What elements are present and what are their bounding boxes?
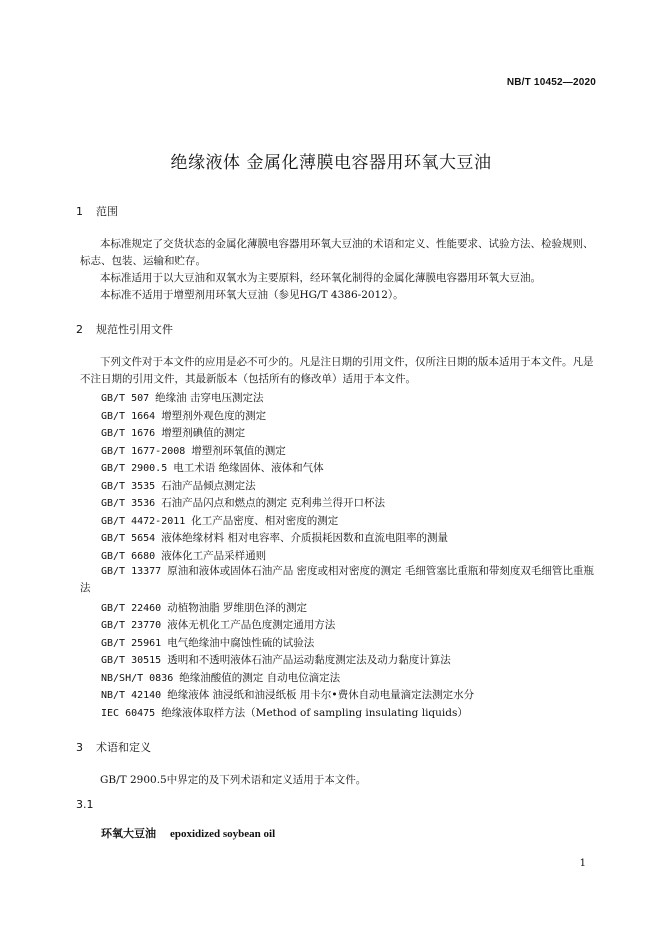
normative-intro: 下列文件对于本文件的应用是必不可少的。凡是注日期的引用文件，仅所注日期的版本适用于本文件。凡是不注日期的引用文件，其最新版本（包括所有的修改单）适用于本文件。 (80, 356, 594, 385)
reference-code: GB/T 507 (101, 393, 150, 404)
section-title: 规范性引用文件 (96, 323, 173, 336)
reference-code: GB/T 1677-2008 (101, 446, 186, 457)
section-number: 1 (76, 205, 83, 218)
reference-title: 化工产品密度、相对密度的测定 (191, 515, 339, 527)
reference-item (101, 600, 307, 615)
reference-title: 增塑剂碘值的测定 (161, 427, 246, 439)
terms-intro: GB/T 2900.5中界定的及下列术语和定义适用于本文件。 (100, 774, 367, 786)
reference-title: 绝缘油酸值的测定 自动电位滴定法 (179, 672, 341, 684)
reference-item (101, 513, 338, 528)
standard-number: NB/T 10452—2020 (506, 77, 596, 88)
reference-item (101, 652, 451, 667)
reference-title: 电气绝缘油中腐蚀性硫的试验法 (167, 637, 315, 649)
section-2-heading (76, 321, 173, 337)
reference-item (101, 478, 256, 493)
clause-number: 3.1 (76, 798, 94, 811)
reference-code: GB/T 25961 (101, 638, 162, 649)
reference-code: GB/T 3535 (101, 481, 156, 492)
section-title: 范围 (96, 205, 118, 218)
reference-title: 原油和液体或固体石油产品 密度或相对密度的测定 毛细管塞比重瓶和带刻度双毛细管比重瓶法 (80, 565, 594, 594)
reference-item (101, 408, 266, 423)
reference-item (101, 705, 468, 720)
reference-code: GB/T 22460 (101, 603, 162, 614)
reference-item (101, 670, 340, 685)
reference-item (101, 460, 324, 475)
reference-item (101, 443, 286, 458)
scope-paragraph-1: 本标准规定了交货状态的金属化薄膜电容器用环氧大豆油的术语和定义、性能要求、试验方法、检验规则、标志、包装、运输和贮存。 (80, 238, 594, 267)
reference-title: 液体绝缘材料 相对电容率、介质损耗因数和直流电阻率的测量 (161, 532, 449, 544)
scope-paragraph-3: 本标准不适用于增塑剂用环氧大豆油（参见HG/T 4386-2012）。 (100, 289, 404, 301)
scope-paragraph-2: 本标准适用于以大豆油和双氧水为主要原料，经环氧化制得的金属化薄膜电容器用环氧大豆油。 (100, 272, 541, 284)
reference-code: GB/T 30515 (101, 655, 162, 666)
section-title: 术语和定义 (96, 741, 151, 754)
page-number: 1 (579, 858, 586, 869)
section-number: 2 (76, 323, 83, 336)
reference-code: GB/T 1664 (101, 411, 156, 422)
document-title: 绝缘液体 金属化薄膜电容器用环氧大豆油 (170, 153, 492, 173)
reference-title: 绝缘油 击穿电压测定法 (155, 392, 264, 404)
reference-item (101, 495, 385, 510)
reference-title: 液体化工产品采样通则 (161, 550, 267, 562)
section-3-heading (76, 739, 151, 755)
reference-code: NB/SH/T 0836 (101, 673, 174, 684)
section-number: 3 (76, 741, 83, 754)
reference-title: 液体无机化工产品色度测定通用方法 (167, 619, 336, 631)
reference-code: GB/T 5654 (101, 533, 156, 544)
reference-item (101, 635, 314, 650)
reference-code: NB/T 42140 (101, 690, 162, 701)
term-entry (101, 825, 275, 841)
reference-code: GB/T 1676 (101, 428, 156, 439)
reference-code: GB/T 2900.5 (101, 463, 168, 474)
reference-item (101, 425, 245, 440)
reference-title: 石油产品倾点测定法 (161, 480, 256, 492)
reference-code: GB/T 6680 (101, 551, 156, 562)
reference-code: GB/T 4472-2011 (101, 516, 186, 527)
reference-item (101, 617, 335, 632)
reference-title: 绝缘液体取样方法（Method of sampling insulating liquids） (161, 707, 468, 719)
reference-code: IEC 60475 (101, 708, 156, 719)
reference-item (80, 563, 600, 597)
reference-item (101, 390, 264, 405)
reference-item (101, 687, 474, 702)
reference-title: 透明和不透明液体石油产品运动黏度测定法及动力黏度计算法 (167, 654, 451, 666)
reference-title: 增塑剂外观色度的测定 (161, 410, 267, 422)
reference-item (101, 530, 448, 545)
reference-title: 绝缘液体 油浸纸和油浸纸板 用卡尔•费休自动电量滴定法测定水分 (167, 689, 475, 701)
reference-item (101, 548, 266, 563)
reference-code: GB/T 3536 (101, 498, 156, 509)
reference-title: 增塑剂环氧值的测定 (191, 445, 286, 457)
reference-title: 石油产品闪点和燃点的测定 克利弗兰得开口杯法 (161, 497, 386, 509)
section-1-heading (76, 203, 118, 219)
term-english: epoxidized soybean oil (170, 828, 276, 840)
term-chinese: 环氧大豆油 (101, 827, 156, 840)
reference-code: GB/T 23770 (101, 620, 162, 631)
reference-title: 动植物油脂 罗维朋色泽的测定 (167, 602, 308, 614)
reference-code: GB/T 13377 (101, 566, 162, 577)
reference-title: 电工术语 绝缘固体、液体和气体 (173, 462, 324, 474)
